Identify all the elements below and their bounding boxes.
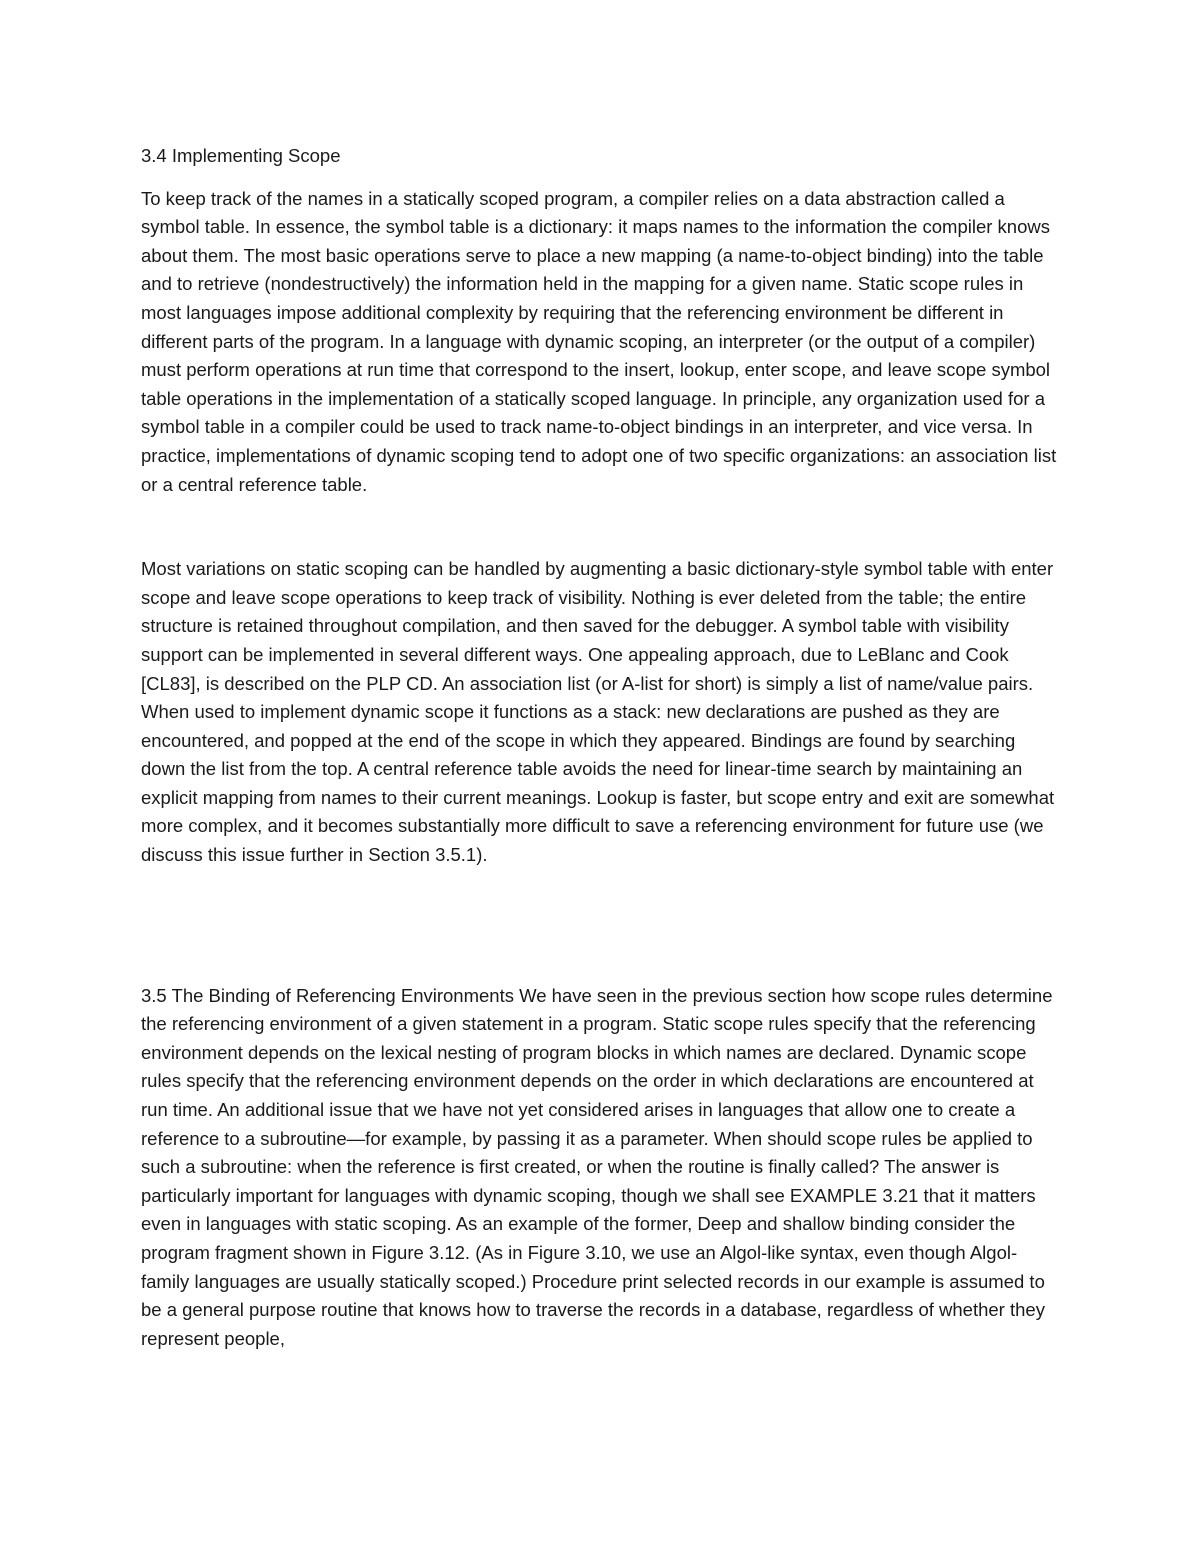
document-body (141, 142, 1061, 1353)
paragraph-binding-referencing-environments: 3.5 The Binding of Referencing Environments We have seen in the previous section how scope rules determine the referencing environment of a given statement in a program. Static scope rules specify that the referencing environment depends on the lexical nesting of program blocks in which names are declared. Dynamic scope rules specify that the referencing environment depends on the order in which declarations are encountered at run time. An additional issue that we have not yet considered arises in languages that allow one to create a reference to a subroutine—for example, by passing it as a parameter. When should scope rules be applied to such a subroutine: when the reference is first created, or when the routine is finally called? The answer is particularly important for languages with dynamic scoping, though we shall see EXAMPLE 3.21 that it matters even in languages with static scoping. As an example of the former, Deep and shallow binding consider the program fragment shown in Figure 3.12. (As in Figure 3.10, we use an Algol-like syntax, even though Algol-family languages are usually statically scoped.) Procedure print selected records in our example is assumed to be a general purpose routine that knows how to traverse the records in a database, regardless of whether they represent people, (141, 984, 1053, 1349)
paragraph-spacer (141, 499, 1061, 555)
paragraph-static-scoping-variations: Most variations on static scoping can be handled by augmenting a basic dictionary-style symbol table with enter scope and leave scope operations to keep track of visibility. Nothing is ever deleted from the table; the entire structure is retained throughout compilation, and then saved for the debugger. A symbol table with visibility support can be implemented in several different ways. One appealing approach, due to LeBlanc and Cook [CL83], is described on the PLP CD. An association list (or A-list for short) is simply a list of name/value pairs. When used to implement dynamic scope it functions as a stack: new declarations are pushed as they are encountered, and popped at the end of the scope in which they appeared. Bindings are found by searching down the list from the top. A central reference table avoids the need for linear-time search by maintaining an explicit mapping from names to their current meanings. Lookup is faster, but scope entry and exit are somewhat more complex, and it becomes substantially more difficult to save a referencing environment for future use (we discuss this issue further in Section 3.5.1). (141, 558, 1055, 866)
paragraph-symbol-table: To keep track of the names in a statically scoped program, a compiler relies on a data abstraction called a symbol table. In essence, the symbol table is a dictionary: it maps names to the information the compiler knows about them. The most basic operations serve to place a new mapping (a name-to-object binding) into the table and to retrieve (nondestructively) the information held in the mapping for a given name. Static scope rules in most languages impose additional complexity by requiring that the referencing environment be different in different parts of the program. In a language with dynamic scoping, an interpreter (or the output of a compiler) must perform operations at run time that correspond to the insert, lookup, enter scope, and leave scope symbol table operations in the implementation of a statically scoped language. In principle, any organization used for a symbol table in a compiler could be used to track name-to-object bindings in an interpreter, and vice versa. In practice, implementations of dynamic scoping tend to adopt one of two specific organizations: an association list or a central reference table. (141, 187, 1057, 495)
section-heading-3-4: 3.4 Implementing Scope (141, 145, 341, 166)
section-spacer (141, 870, 1061, 982)
